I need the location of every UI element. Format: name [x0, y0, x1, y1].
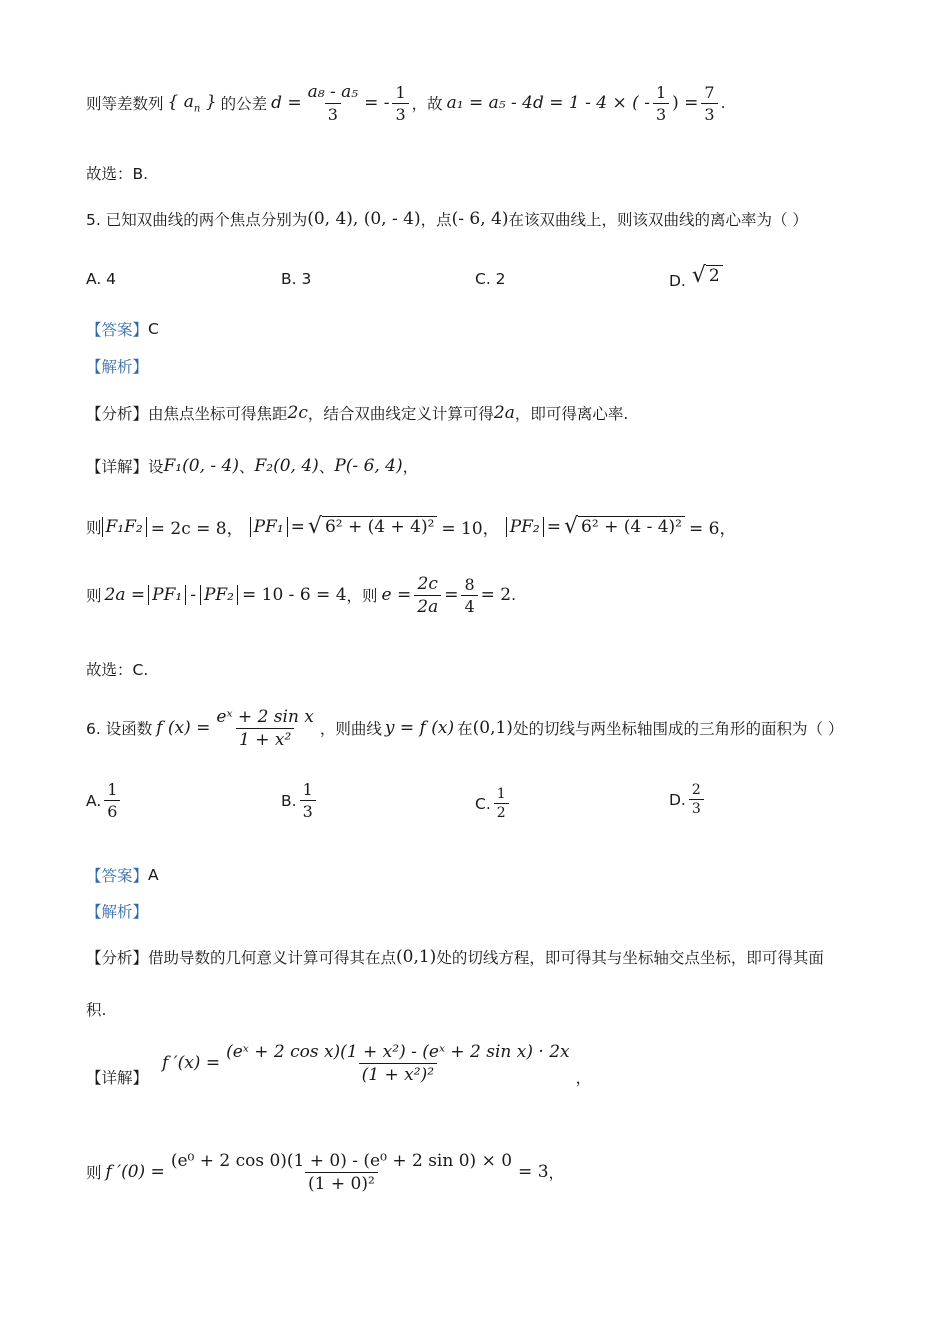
text: C.: [475, 794, 491, 813]
option-a: A. 4: [86, 270, 117, 288]
math: =: [444, 585, 459, 605]
math: F₂(0, 4): [254, 456, 319, 476]
math: (0,1): [396, 947, 437, 967]
text: .: [720, 94, 726, 112]
choose-line-5: 故选：C.: [86, 661, 149, 679]
jiexi-6: 【解析】: [86, 903, 149, 921]
math: = 2c = 8，: [150, 519, 244, 539]
math: = 10，: [441, 519, 500, 539]
abs-value: PF₁: [250, 517, 288, 537]
text: 处的切线方程，即可得其与坐标轴交点坐标，即可得其面: [436, 949, 824, 967]
fraction: $\frac{1}{3}$: [653, 83, 669, 124]
math: = 3: [518, 1162, 549, 1182]
text: A.: [86, 791, 102, 810]
option-c: C. 2: [475, 270, 506, 288]
math: P(- 6, 4): [334, 456, 403, 476]
fraction: $\frac{\text{(e⁰ + 2 cos 0)(1 + 0) - (e⁰ + 2 sin 0) × 0}}{\text{(1 + 0)²}}$: [170, 1150, 513, 1194]
text: D.: [669, 790, 686, 809]
text: 、: [318, 458, 335, 476]
math: y = f (x): [384, 718, 455, 738]
option-a: [86, 780, 123, 821]
text: ，则: [346, 587, 378, 605]
text: 则: [86, 1164, 102, 1182]
text: .: [511, 586, 517, 604]
fraction: $\frac{7}{3}$: [701, 83, 717, 124]
fenxi-6: [86, 946, 824, 968]
option-d: [669, 262, 723, 290]
abs-value: PF₁: [148, 585, 186, 605]
math: =: [546, 516, 561, 537]
question-5: [86, 208, 808, 230]
abs-value: PF₂: [200, 585, 238, 605]
xiangjie-5: [86, 455, 418, 477]
eccentricity-line: [86, 570, 516, 620]
jiexi-5: 【解析】: [86, 358, 149, 376]
math: 2a: [493, 403, 515, 423]
math: 2c: [287, 403, 308, 423]
text: 【分析】借助导数的几何意义计算可得其在点: [86, 949, 397, 967]
math: ) =: [672, 93, 699, 113]
arith-seq-line: [86, 80, 726, 126]
text: ，: [402, 458, 419, 476]
math: 2a =: [104, 585, 146, 605]
distance-line: [86, 514, 736, 539]
text: 、: [238, 458, 255, 476]
text: 【详解】设: [86, 458, 164, 476]
math: d =: [271, 93, 302, 113]
option-c: [475, 786, 512, 821]
text: ，: [575, 1069, 592, 1087]
xiangjie-6: [86, 1034, 591, 1092]
text: ，即可得离心率.: [514, 405, 629, 423]
math: e =: [381, 585, 412, 605]
text: 5. 已知双曲线的两个焦点分别为: [86, 211, 308, 229]
fraction: $\frac{\text{eˣ + 2 sin x}}{\text{1 + x²}}$: [216, 706, 314, 750]
text: 则等差数列: [86, 95, 164, 113]
fraction: $\frac{2c}{2a}$: [414, 574, 441, 617]
text: ，: [548, 1164, 565, 1182]
text: 【分析】由焦点坐标可得焦距: [86, 405, 288, 423]
text: 在: [457, 720, 473, 738]
fraction: $\frac{1}{6}$: [104, 780, 120, 821]
math: (0, 4), (0, - 4): [307, 209, 421, 229]
math: =: [290, 516, 305, 537]
math: = 10 - 6 = 4: [242, 585, 347, 605]
text: ，故: [411, 95, 443, 113]
answer-value: A: [148, 866, 159, 884]
sqrt: √ 2: [692, 265, 723, 287]
choose-line: 故选：B.: [86, 165, 149, 183]
answer-tag: 【答案】: [86, 867, 149, 885]
fraction: $\frac{2}{3}$: [689, 782, 704, 817]
math: = 2: [480, 585, 512, 605]
text: D.: [669, 272, 686, 290]
answer-value: C: [148, 320, 159, 338]
text: 在该双曲线上，则该双曲线的离心率为（ ）: [508, 211, 808, 229]
option-d: [669, 782, 707, 817]
math: (- 6, 4): [451, 209, 509, 229]
text: B.: [281, 791, 297, 810]
option-b: B. 3: [281, 270, 312, 288]
text: ，则曲线: [319, 720, 382, 738]
math: (0,1): [472, 718, 513, 738]
text: ，点: [420, 211, 452, 229]
sqrt: √ 6² + (4 + 4)²: [308, 516, 437, 538]
fenxi-6-cont: 积.: [86, 1001, 107, 1019]
math: F₁(0, - 4): [163, 456, 239, 476]
fraction: $\frac{1}{3}$: [300, 780, 316, 821]
text: 则: [86, 518, 102, 537]
seq-symbol: { $a_n$ }: [167, 91, 217, 115]
option-b: [281, 780, 319, 821]
math: -: [190, 585, 196, 605]
math: = 6，: [688, 519, 737, 539]
fenxi-5: [86, 402, 628, 424]
fraction: $\frac{1}{2}$: [494, 786, 509, 821]
math: f ′(x) =: [162, 1053, 221, 1073]
answer-6: [86, 864, 159, 886]
text: ，结合双曲线定义计算可得: [307, 405, 494, 423]
text: 的公差: [220, 95, 268, 113]
fraction: $\frac{\text{a₈ - a₅}}{3}$: [307, 82, 359, 124]
sqrt: √ 6² + (4 - 4)²: [564, 516, 685, 538]
derivative-at-zero: [86, 1142, 564, 1202]
question-6: [86, 704, 843, 752]
math: f ′(0) =: [105, 1162, 165, 1182]
fraction: $\frac{8}{4}$: [461, 575, 477, 616]
abs-value: PF₂: [506, 517, 544, 537]
text: 则: [86, 587, 102, 605]
fraction: $\frac{1}{3}$: [392, 83, 408, 124]
fraction: $\frac{\text{(eˣ + 2 cos x)(1 + x²) - (eˣ + 2 sin x) · 2x}}{\text{(1 + x²)²}}$: [226, 1041, 570, 1085]
text: 【详解】: [86, 1069, 149, 1087]
math: a₁ = a₅ - 4d = 1 - 4 × ( -: [446, 93, 650, 113]
answer-5: [86, 318, 159, 340]
text: 处的切线与两坐标轴围成的三角形的面积为（ ）: [512, 720, 844, 738]
abs-value: F₁F₂: [102, 517, 147, 537]
answer-tag: 【答案】: [86, 321, 149, 339]
math: f (x) =: [156, 718, 211, 738]
text: 6. 设函数: [86, 720, 153, 738]
math: = -: [364, 93, 390, 113]
